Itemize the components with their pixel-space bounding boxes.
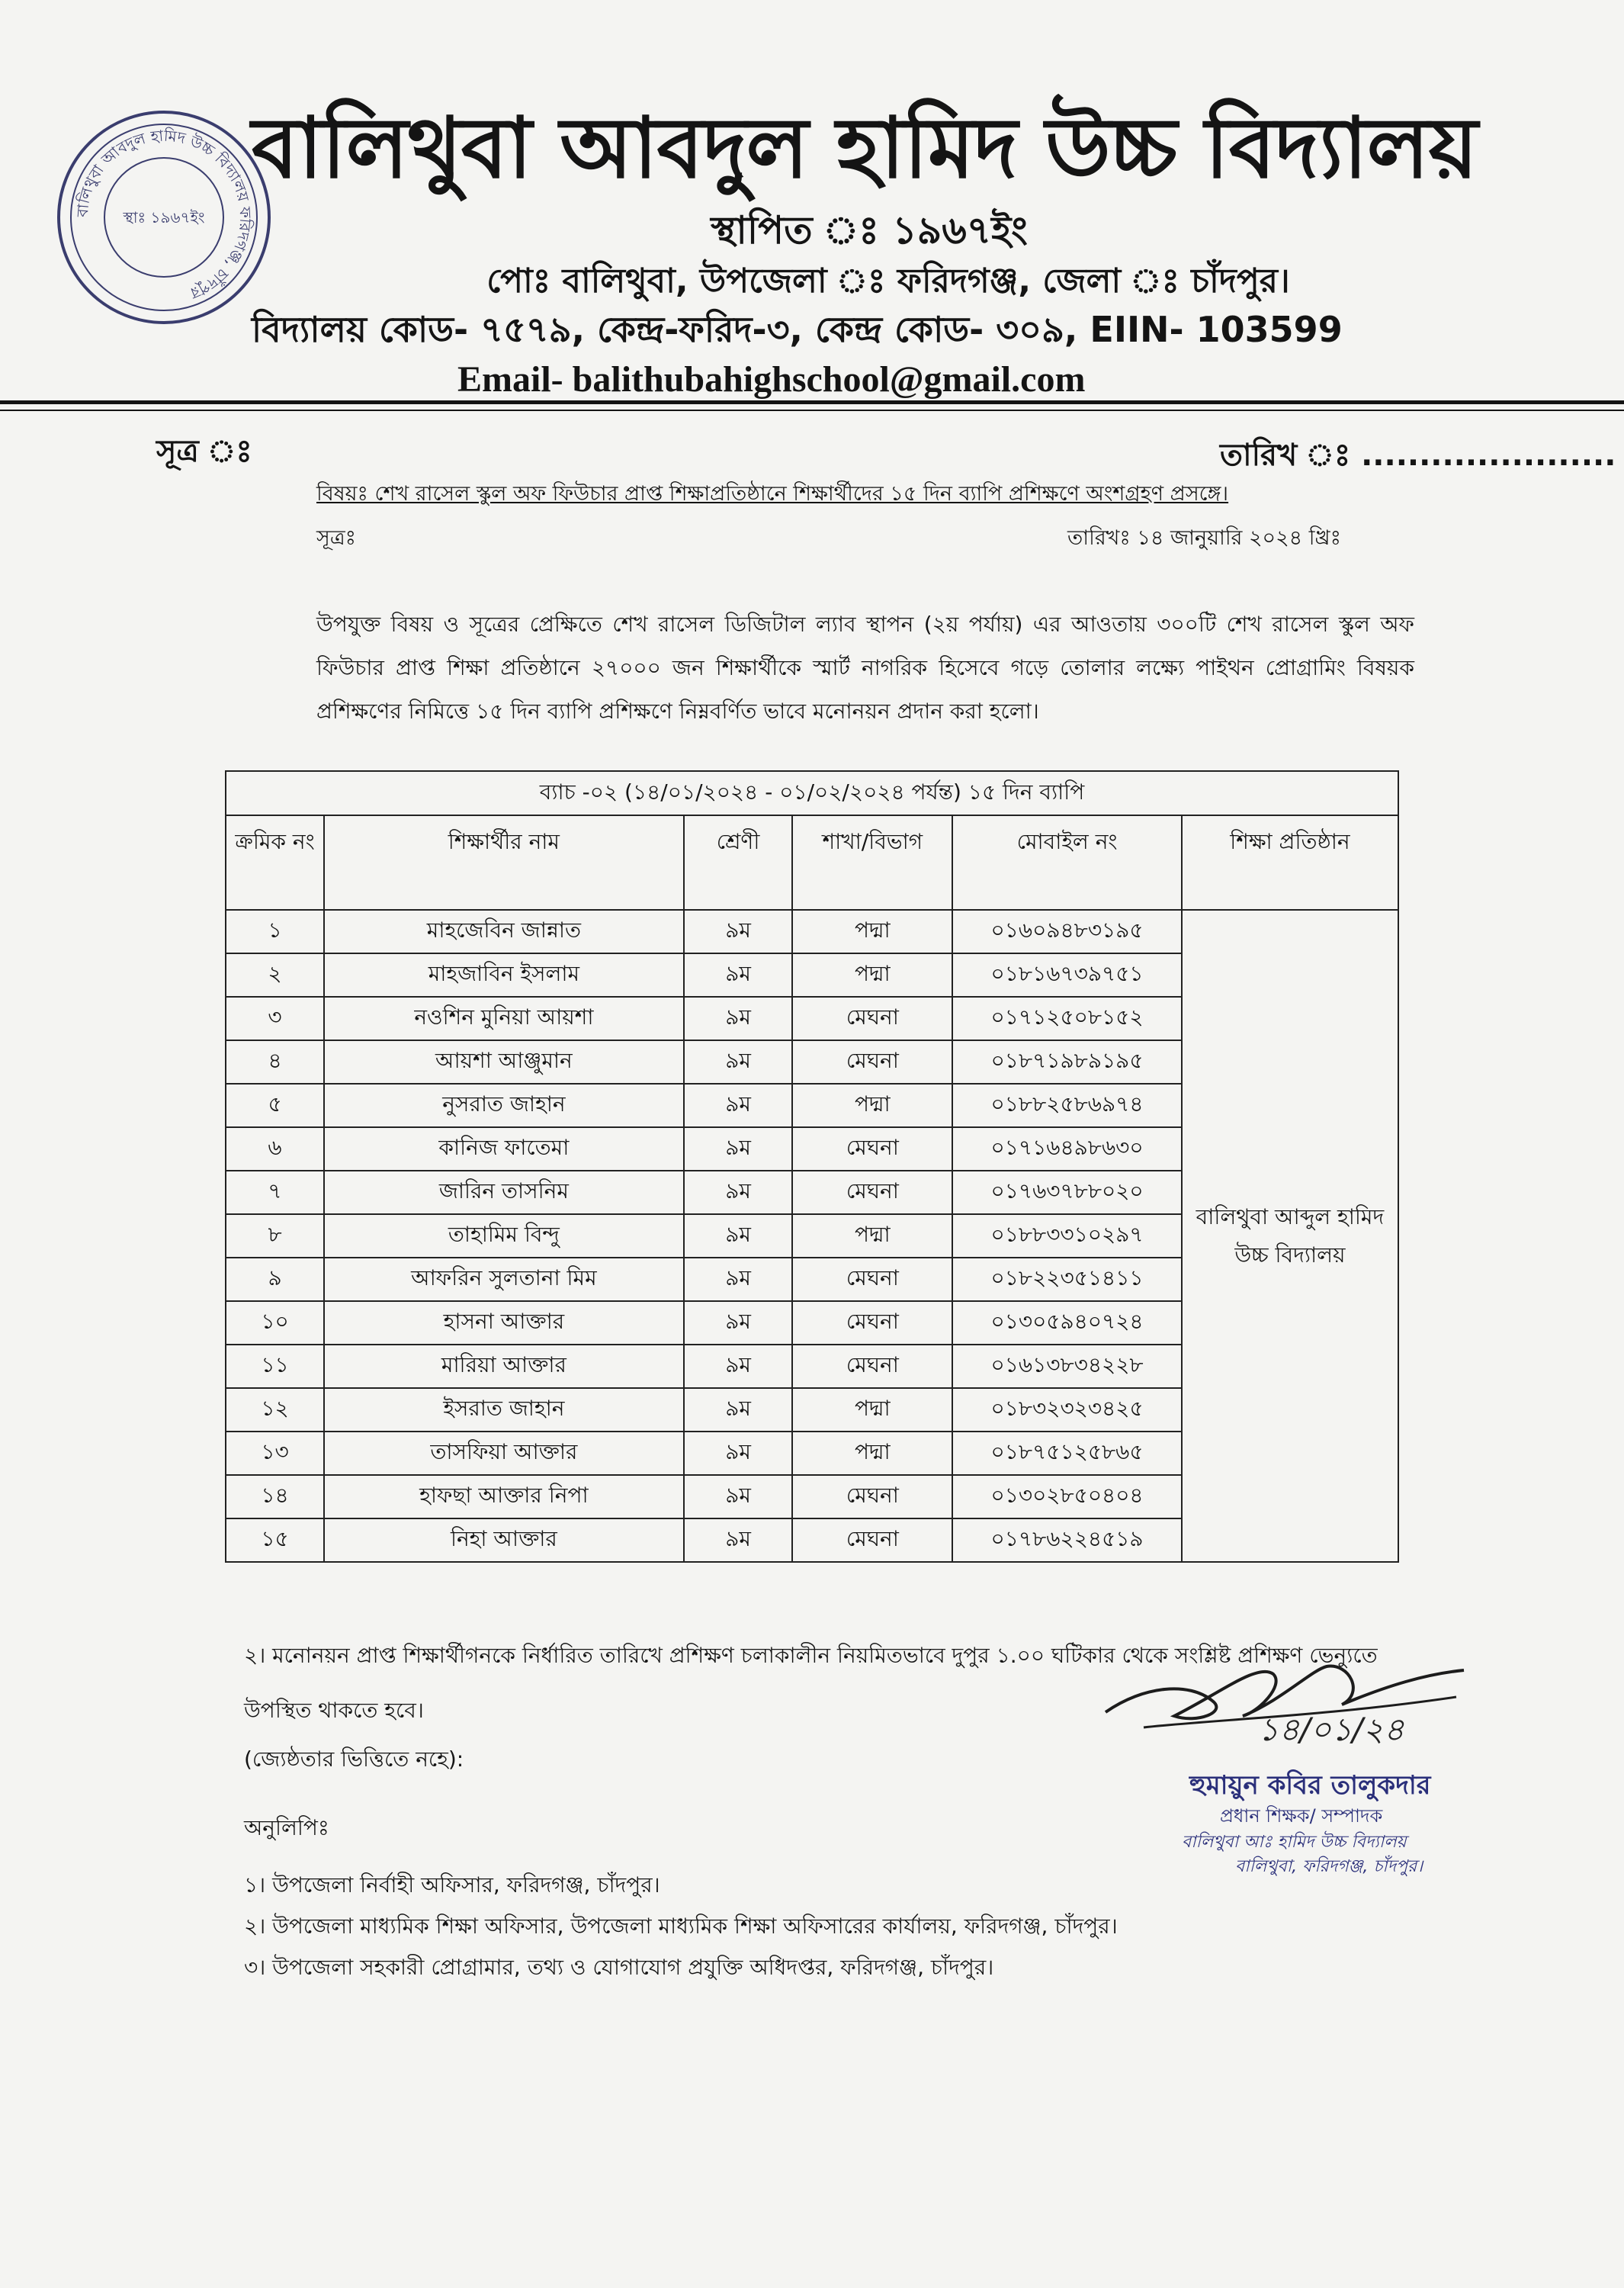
seal-ring-text: বালিথুবা আবদুল হামিদ উচ্চ বিদ্যালয় ফরিদগঞ্জ, চাঁদপুর [72,126,255,303]
cell-class: ৯ম [684,1040,793,1084]
cell-class: ৯ম [684,1388,793,1432]
cell-mobile: ০১৭৬৩৭৮৮০২০ [952,1171,1182,1214]
cell-serial: ৫ [226,1084,324,1127]
cell-class: ৯ম [684,1214,793,1258]
cell-class: ৯ম [684,1171,793,1214]
cell-mobile: ০১৭১৬৪৯৮৬৩০ [952,1127,1182,1171]
seal-center-text: স্থাঃ ১৯৬৭ইং [123,208,205,227]
established-year: স্থাপিত ঃ ১৯৬৭ইং [711,208,1028,252]
cell-mobile: ০১৭১২৫০৮১৫২ [952,997,1182,1040]
cell-serial: ১৫ [226,1518,324,1562]
sub-date: তারিখঃ ১৪ জানুয়ারি ২০২৪ খ্রিঃ [1067,526,1341,550]
cell-group: পদ্মা [792,953,952,997]
signature-date: ১৪/০১/২৪ [1258,1711,1404,1748]
signatory-designation: প্রধান শিক্ষক/ সম্পাদক [1220,1805,1383,1827]
cell-group: পদ্মা [792,1432,952,1475]
cell-serial: ৮ [226,1214,324,1258]
header-mobile: মোবাইল নং [952,815,1182,910]
header-rule [0,400,1624,404]
cell-class: ৯ম [684,1258,793,1301]
header-rule-thin [0,410,1624,411]
cell-serial: ৩ [226,997,324,1040]
cell-class: ৯ম [684,1127,793,1171]
school-codes: বিদ্যালয় কোড- ৭৫৭৯, কেন্দ্র-ফরিদ-৩, কেন্দ্র কোড- ৩০৯, EIIN- 103599 [252,309,1343,350]
letter-subject: বিষয়ঃ শেখ রাসেল স্কুল অফ ফিউচার প্রাপ্ত শিক্ষাপ্রতিষ্ঠানে শিক্ষার্থীদের ১৫ দিন ব্যাপি প্রশিক্ষণে অংশগ্রহণ প্রসঙ্গে। [316,482,1229,506]
cell-name: নওশিন মুনিয়া আয়শা [324,997,684,1040]
attendance-instruction: ২। মনোনয়ন প্রাপ্ত শিক্ষার্থীগনকে নির্ধারিত তারিখে প্রশিক্ষণ চলাকালীন নিয়মিতভাবে দুপুর ১.০০ ঘটিকার থেকে সংশ্লিষ্ট প্রশিক্ষণ ভেন্যুতে উপস্থিত থাকতে হবে। [244,1643,1378,1723]
copies-label: অনুলিপিঃ [244,1815,329,1840]
cell-class: ৯ম [684,1345,793,1388]
header-name: শিক্ষার্থীর নাম [324,815,684,910]
cell-name: হাসনা আক্তার [324,1301,684,1345]
seniority-note: (জ্যেষ্ঠতার ভিত্তিতে নহে): [244,1747,464,1772]
cell-institution: বালিথুবা আব্দুল হামিদ উচ্চ বিদ্যালয় [1182,910,1398,1562]
cell-class: ৯ম [684,1432,793,1475]
table-row [226,910,1398,953]
cell-serial: ৯ [226,1258,324,1301]
cell-group: পদ্মা [792,910,952,953]
reference-label: সূত্র ঃ [156,434,252,469]
cell-group: মেঘনা [792,1127,952,1171]
cell-class: ৯ম [684,1475,793,1518]
copy-item: ১। উপজেলা নির্বাহী অফিসার, ফরিদগঞ্জ, চাঁদপুর। [244,1872,660,1898]
copy-list [244,1865,1118,1988]
cell-class: ৯ম [684,1518,793,1562]
cell-mobile: ০১৬০৯৪৮৩১৯৫ [952,910,1182,953]
cell-group: মেঘনা [792,1258,952,1301]
school-address: পোঃ বালিথুবা, উপজেলা ঃ ফরিদগঞ্জ, জেলা ঃ চাঁদপুর। [486,262,1290,300]
cell-group: পদ্মা [792,1214,952,1258]
cell-mobile: ০১৮৮২৫৮৬৯৭৪ [952,1084,1182,1127]
copy-item: ২। উপজেলা মাধ্যমিক শিক্ষা অফিসার, উপজেলা মাধ্যমিক শিক্ষা অফিসারের কার্যালয়, ফরিদগঞ্জ, চাঁদপুর। [244,1914,1118,1939]
cell-name: ইসরাত জাহান [324,1388,684,1432]
header-group: শাখা/বিভাগ [792,815,952,910]
cell-name: হাফছা আক্তার নিপা [324,1475,684,1518]
header-serial: ক্রমিক নং [226,815,324,910]
cell-group: মেঘনা [792,1518,952,1562]
cell-name: আয়শা আঞ্জুমান [324,1040,684,1084]
cell-group: মেঘনা [792,1345,952,1388]
cell-class: ৯ম [684,953,793,997]
cell-class: ৯ম [684,910,793,953]
cell-mobile: ০১৮৭১৯৮৯১৯৫ [952,1040,1182,1084]
cell-name: তাসফিয়া আক্তার [324,1432,684,1475]
cell-mobile: ০১৮১৬৭৩৯৭৫১ [952,953,1182,997]
cell-class: ৯ম [684,1301,793,1345]
cell-class: ৯ম [684,1084,793,1127]
cell-group: মেঘনা [792,1301,952,1345]
cell-mobile: ০১৭৮৬২২৪৫১৯ [952,1518,1182,1562]
cell-serial: ১৪ [226,1475,324,1518]
cell-mobile: ০১৮৭৫১২৫৮৬৫ [952,1432,1182,1475]
cell-name: মাহজেবিন জান্নাত [324,910,684,953]
cell-serial: ৪ [226,1040,324,1084]
cell-name: কানিজ ফাতেমা [324,1127,684,1171]
cell-name: আফরিন সুলতানা মিম [324,1258,684,1301]
body-paragraph: উপযুক্ত বিষয় ও সূত্রের প্রেক্ষিতে শেখ রাসেল ডিজিটাল ল্যাব স্থাপন (২য় পর্যায়) এর আওতায় ৩০০টি শেখ রাসেল স্কুল অফ ফিউচার প্রাপ্ত শিক্ষা প্রতিষ্ঠানে ২৭০০০ জন শিক্ষার্থীকে স্মার্ট নাগরিক হিসেবে গড়ে তোলার লক্ষ্যে পাইথন প্রোগ্রামিং বিষয়ক প্রশিক্ষণের নিমিত্তে ১৫ দিন ব্যাপি প্রশিক্ষণে নিম্নবর্ণিত ভাবে মনোনয়ন প্রদান করা হলো। [316,612,1414,724]
student-table [225,770,1399,1563]
cell-mobile: ০১৮২২৩৫১৪১১ [952,1258,1182,1301]
cell-name: জারিন তাসনিম [324,1171,684,1214]
cell-group: মেঘনা [792,997,952,1040]
school-email: Email- balithubahighschool@gmail.com [457,359,1086,400]
cell-serial: ২ [226,953,324,997]
cell-serial: ১২ [226,1388,324,1432]
cell-group: মেঘনা [792,1475,952,1518]
cell-name: নুসরাত জাহান [324,1084,684,1127]
copy-item: ৩। উপজেলা সহকারী প্রোগ্রামার, তথ্য ও যোগাযোগ প্রযুক্তি অধিদপ্তর, ফরিদগঞ্জ, চাঁদপুর। [244,1955,994,1980]
signatory-school: বালিথুবা আঃ হামিদ উচ্চ বিদ্যালয় [1182,1833,1407,1852]
cell-name: নিহা আক্তার [324,1518,684,1562]
cell-group: পদ্মা [792,1084,952,1127]
signatory-name: হুমায়ুন কবির তালুকদার [1189,1770,1431,1801]
date-label: তারিখ ঃ ...................... [1220,438,1616,473]
cell-group: পদ্মা [792,1388,952,1432]
cell-mobile: ০১৩০৫৯৪০৭২৪ [952,1301,1182,1345]
cell-name: মারিয়া আক্তার [324,1345,684,1388]
cell-group: মেঘনা [792,1171,952,1214]
batch-title: ব্যাচ -০২ (১৪/০১/২০২৪ - ০১/০২/২০২৪ পর্যন্ত) ১৫ দিন ব্যাপি [226,771,1398,815]
cell-group: মেঘনা [792,1040,952,1084]
cell-serial: ১০ [226,1301,324,1345]
cell-name: তাহামিম বিন্দু [324,1214,684,1258]
school-name: বালিথুবা আবদুল হামিদ উচ্চ বিদ্যালয় [252,99,1478,197]
cell-serial: ৬ [226,1127,324,1171]
cell-serial: ১১ [226,1345,324,1388]
cell-mobile: ০১৩০২৮৫০৪০৪ [952,1475,1182,1518]
cell-mobile: ০১৬১৩৮৩৪২২৮ [952,1345,1182,1388]
cell-name: মাহজাবিন ইসলাম [324,953,684,997]
cell-serial: ৭ [226,1171,324,1214]
cell-class: ৯ম [684,997,793,1040]
cell-serial: ১ [226,910,324,953]
signatory-location: বালিথুবা, ফরিদগঞ্জ, চাঁদপুর। [1235,1857,1423,1876]
cell-mobile: ০১৮৮৩৩১০২৯৭ [952,1214,1182,1258]
header-class: শ্রেণী [684,815,793,910]
cell-mobile: ০১৮৩২৩২৩৪২৫ [952,1388,1182,1432]
sub-reference: সূত্রঃ [316,526,357,550]
header-institution: শিক্ষা প্রতিষ্ঠান [1182,815,1398,910]
cell-serial: ১৩ [226,1432,324,1475]
